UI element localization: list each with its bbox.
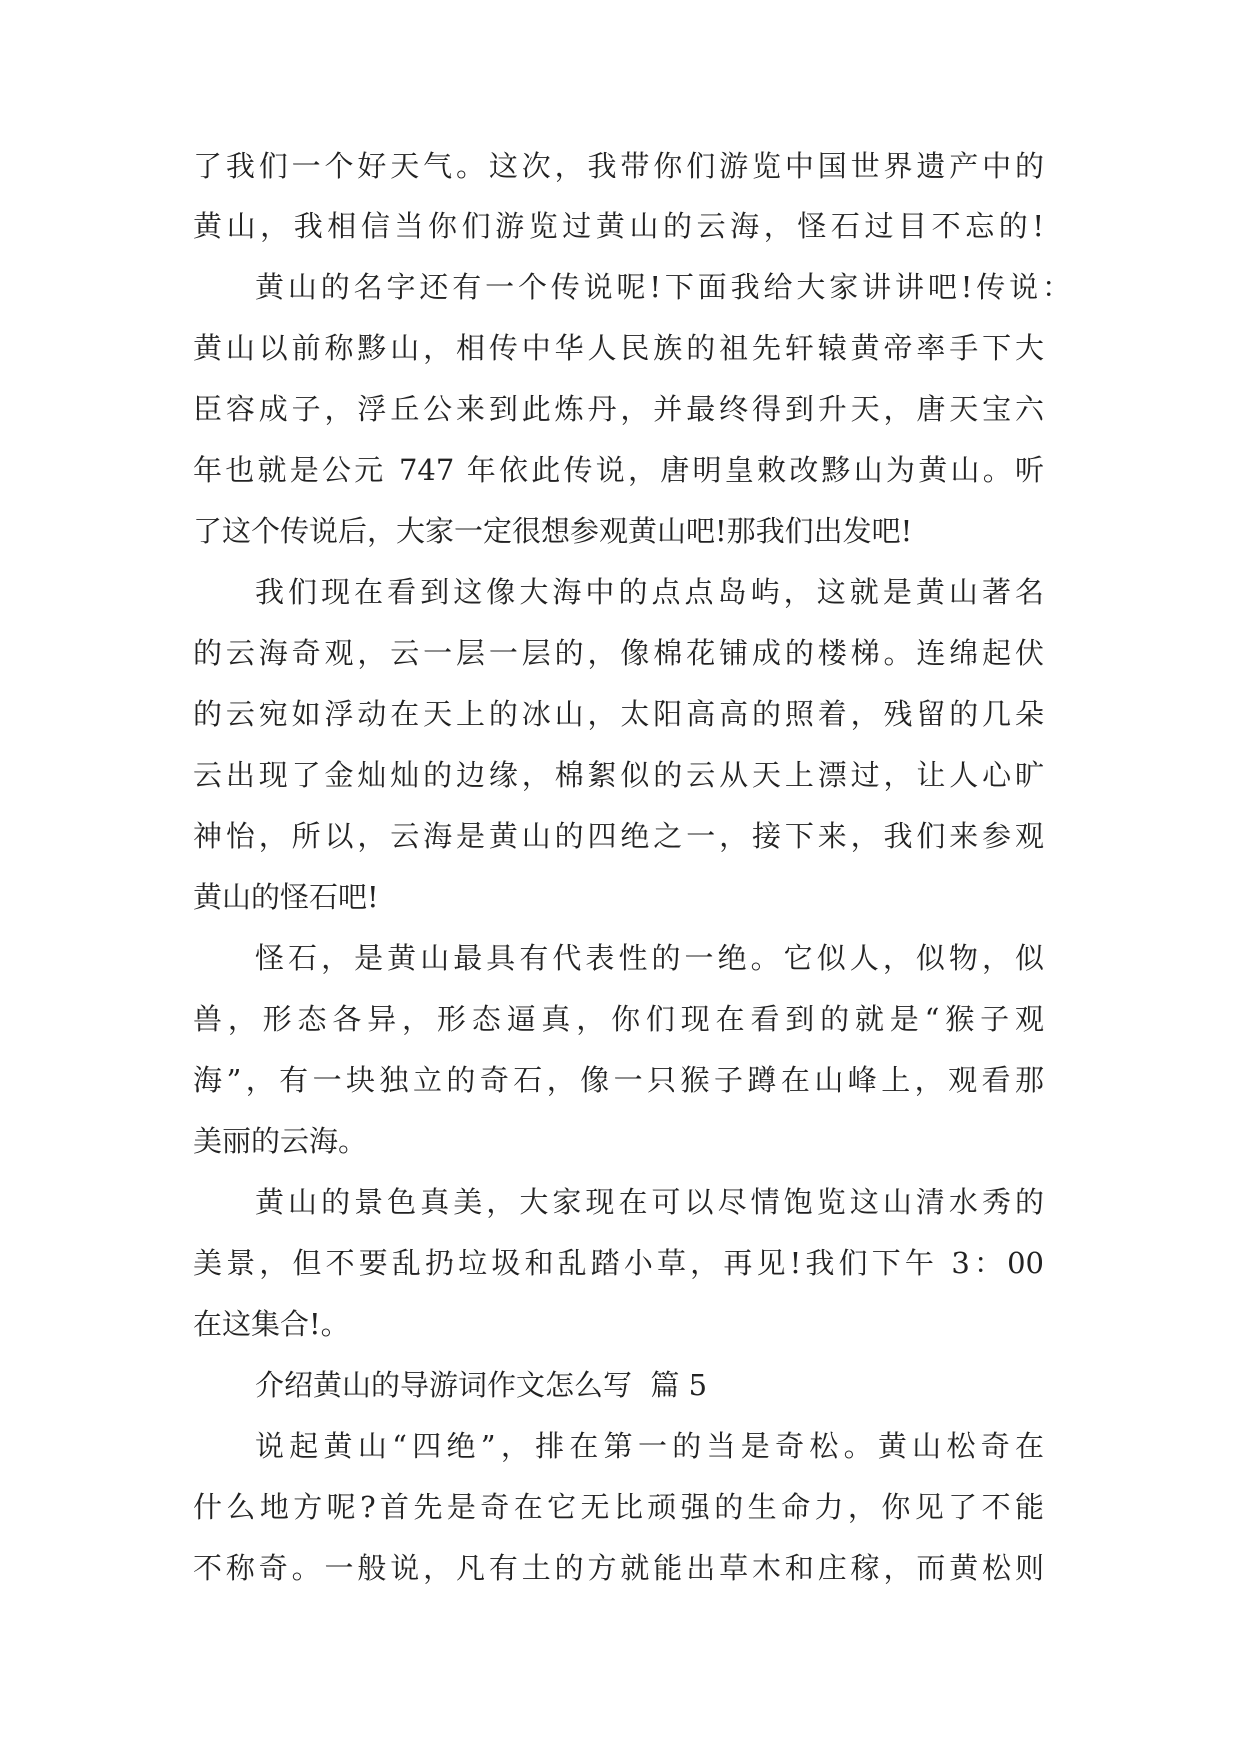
text-line: 黄山，我相信当你们游览过黄山的云海，怪石过目不忘的! [193,209,1044,243]
text-line: 了我们一个好天气。这次，我带你们游览中国世界遗产中的 [193,149,1044,183]
text-line: 黄山以前称黟山，相传中华人民族的祖先轩辕黄帝率手下大 [193,331,1044,365]
text-line: 什么地方呢?首先是奇在它无比顽强的生命力，你见了不能 [193,1490,1044,1524]
text-line: 的云宛如浮动在天上的冰山，太阳高高的照着，残留的几朵 [193,697,1044,731]
text-line: 的云海奇观，云一层一层的，像棉花铺成的楼梯。连绵起伏 [193,636,1044,670]
text-line: 臣容成子，浮丘公来到此炼丹，并最终得到升天，唐天宝六 [193,392,1044,426]
text-line: 美丽的云海。 [193,1124,368,1158]
text-line: 了这个传说后，大家一定很想参观黄山吧!那我们出发吧! [193,514,913,548]
text-line: 怪石，是黄山最具有代表性的一绝。它似人，似物，似 [255,941,1044,975]
text-line: 说起黄山“四绝”，排在第一的当是奇松。黄山松奇在 [255,1429,1044,1463]
text-line: 神怡，所以，云海是黄山的四绝之一，接下来，我们来参观 [193,819,1044,853]
text-line: 我们现在看到这像大海中的点点岛屿，这就是黄山著名 [255,575,1044,609]
text-line: 黄山的景色真美，大家现在可以尽情饱览这山清水秀的 [255,1185,1044,1219]
text-line: 美景，但不要乱扔垃圾和乱踏小草，再见!我们下午 3：00 [193,1246,1044,1280]
text-line: 云出现了金灿灿的边缘，棉絮似的云从天上漂过，让人心旷 [193,758,1044,792]
text-line: 海”，有一块独立的奇石，像一只猴子蹲在山峰上，观看那 [193,1063,1044,1097]
text-line: 兽，形态各异，形态逼真，你们现在看到的就是“猴子观 [193,1002,1044,1036]
text-line: 不称奇。一般说，凡有土的方就能出草木和庄稼，而黄松则 [193,1551,1044,1585]
text-line: 年也就是公元 747 年依此传说，唐明皇敕改黟山为黄山。听 [193,453,1044,487]
section-heading: 介绍黄山的导游词作文怎么写 篇 5 [255,1368,708,1402]
text-line: 黄山的怪石吧! [193,880,379,914]
text-line: 黄山的名字还有一个传说呢!下面我给大家讲讲吧!传说： [255,270,1071,304]
text-line: 在这集合!。 [193,1307,350,1341]
